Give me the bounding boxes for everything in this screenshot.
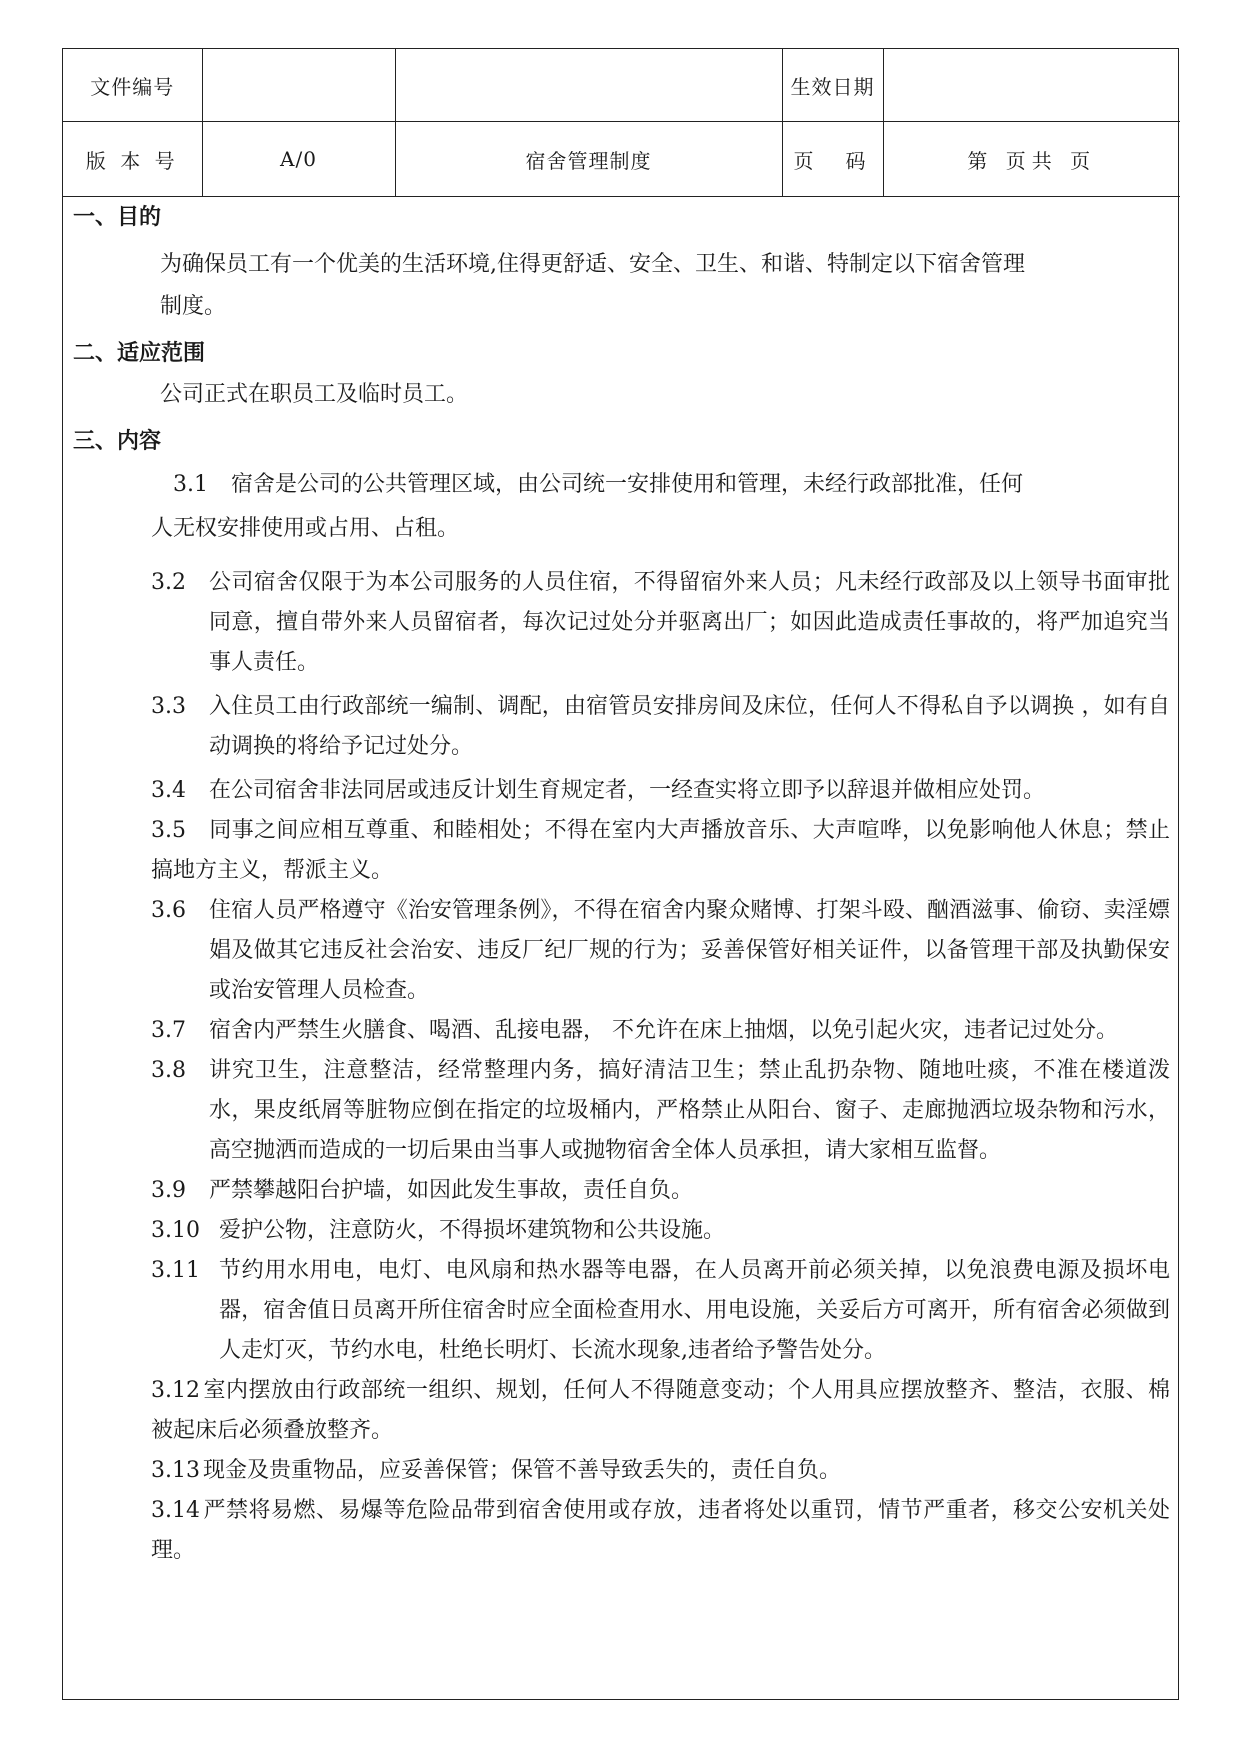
- section-heading-scope: 二、适应范围: [73, 340, 206, 366]
- item-text: 严禁攀越阳台护墙，如因此发生事故，责任自负。: [209, 1178, 694, 1203]
- content-item-3-11: [63, 1251, 1178, 1371]
- item-text: 在公司宿舍非法同居或违反计划生育规定者，一经查实将立即予以辞退并做相应处罚。: [209, 778, 1046, 803]
- content-item-3-3: [63, 687, 1178, 767]
- item-text: 节约用水用电，电灯、电风扇和热水器等电器，在人员离开前必须关掉，以免浪费电源及损坏电器，宿舍值日员离开所住宿舍时应全面检查用水、用电设施，关妥后方可离开，所有宿舍必须做到人走灯灭，节约水电，杜绝长明灯、长流水现象,违者给予警告处分。: [219, 1258, 1170, 1363]
- content-item-3-12: [63, 1371, 1178, 1451]
- item-number: 3.7: [151, 1018, 186, 1043]
- item-text: 严禁将易燃、易爆等危险品带到宿舍使用或存放，违者将处以重罚，情节严重者，移交公安机关处理。: [151, 1498, 1170, 1563]
- page-label: 页 码: [782, 122, 883, 197]
- content-item-3-7: [63, 1011, 1178, 1051]
- doc-number-value: [202, 49, 395, 122]
- item-number: 3.5: [151, 818, 186, 843]
- content-item-3-1-cont: 人无权安排使用或占用、占租。: [151, 516, 460, 541]
- item-text: 宿舍内严禁生火膳食、喝酒、乱接电器， 不允许在床上抽烟，以免引起火灾，违者记过处分。: [209, 1018, 1118, 1043]
- content-item-3-4: [63, 771, 1178, 811]
- doc-number-label: 文件编号: [63, 49, 202, 122]
- item-number: 3.11: [151, 1258, 200, 1283]
- effective-date-label: 生效日期: [782, 49, 883, 122]
- version-label: 版 本 号: [63, 122, 202, 197]
- content-item-3-14: [63, 1491, 1178, 1571]
- item-number: 3.3: [151, 694, 186, 719]
- purpose-line-1: 为确保员工有一个优美的生活环境,住得更舒适、安全、卫生、和谐、特制定以下宿舍管理: [160, 252, 1025, 277]
- document-frame: [62, 48, 1179, 1700]
- item-number: 3.9: [151, 1178, 186, 1203]
- item-number: 3.2: [151, 570, 186, 595]
- header-table: [63, 49, 1180, 197]
- document-title: 宿舍管理制度: [395, 122, 782, 197]
- item-text: 讲究卫生，注意整洁，经常整理内务，搞好清洁卫生；禁止乱扔杂物、随地吐痰，不准在楼道泼水，果皮纸屑等脏物应倒在指定的垃圾桶内，严格禁止从阳台、窗子、走廊抛洒垃圾杂物和污水，高空抛洒而造成的一切后果由当事人或抛物宿舍全体人员承担，请大家相互监督。: [209, 1058, 1170, 1163]
- item-number: 3.4: [151, 778, 186, 803]
- header-blank: [395, 49, 782, 122]
- item-number: 3.6: [151, 898, 186, 923]
- item-text: 同事之间应相互尊重、和睦相处；不得在室内大声播放音乐、大声喧哗，以免影响他人休息；禁止搞地方主义，帮派主义。: [151, 818, 1170, 883]
- item-text: 公司宿舍仅限于为本公司服务的人员住宿，不得留宿外来人员；凡未经行政部及以上领导书面审批同意，擅自带外来人员留宿者，每次记过处分并驱离出厂；如因此造成责任事故的，将严加追究当事人责任。: [209, 570, 1170, 675]
- document-body: [63, 197, 1178, 1571]
- item-text: 住宿人员严格遵守《治安管理条例》，不得在宿舍内聚众赌博、打架斗殴、酗酒滋事、偷窃、卖淫嫖娼及做其它违反社会治安、违反厂纪厂规的行为；妥善保管好相关证件，以备管理干部及执勤保安或治安管理人员检查。: [209, 898, 1170, 1003]
- section-heading-content: 三、内容: [73, 428, 162, 454]
- content-item-3-2: [63, 563, 1178, 683]
- purpose-line-2: 制度。: [160, 294, 227, 319]
- content-item-3-8: [63, 1051, 1178, 1171]
- item-number: 3.12: [151, 1378, 200, 1403]
- content-item-3-5: [63, 811, 1178, 891]
- item-text: 入住员工由行政部统一编制、调配，由宿管员安排房间及床位，任何人不得私自予以调换 ，如有自动调换的将给予记过处分。: [209, 694, 1170, 759]
- item-text: 爱护公物，注意防火，不得损坏建筑物和公共设施。: [219, 1218, 726, 1243]
- item-number: 3.8: [151, 1058, 186, 1083]
- content-item-3-9: [63, 1171, 1178, 1211]
- item-text: 室内摆放由行政部统一组织、规划，任何人不得随意变动；个人用具应摆放整齐、整洁，衣服、棉被起床后必须叠放整齐。: [151, 1378, 1170, 1443]
- item-text: 宿舍是公司的公共管理区域，由公司统一安排使用和管理，未经行政部批准，任何: [231, 472, 1024, 497]
- content-item-3-1: [63, 465, 1178, 505]
- item-number: 3.1: [173, 472, 208, 497]
- content-item-3-10: [63, 1211, 1178, 1251]
- effective-date-value: [883, 49, 1180, 122]
- item-number: 3.13: [151, 1458, 200, 1483]
- page-value: 第 页共 页: [883, 122, 1180, 197]
- content-item-3-13: [63, 1451, 1178, 1491]
- section-heading-purpose: 一、目的: [73, 204, 162, 230]
- scope-text: 公司正式在职员工及临时员工。: [160, 382, 469, 407]
- item-number: 3.14: [151, 1498, 200, 1523]
- version-value: A/0: [202, 122, 395, 197]
- item-number: 3.10: [151, 1218, 200, 1243]
- content-item-3-6: [63, 891, 1178, 1011]
- item-text: 现金及贵重物品，应妥善保管；保管不善导致丢失的，责任自负。: [203, 1458, 842, 1483]
